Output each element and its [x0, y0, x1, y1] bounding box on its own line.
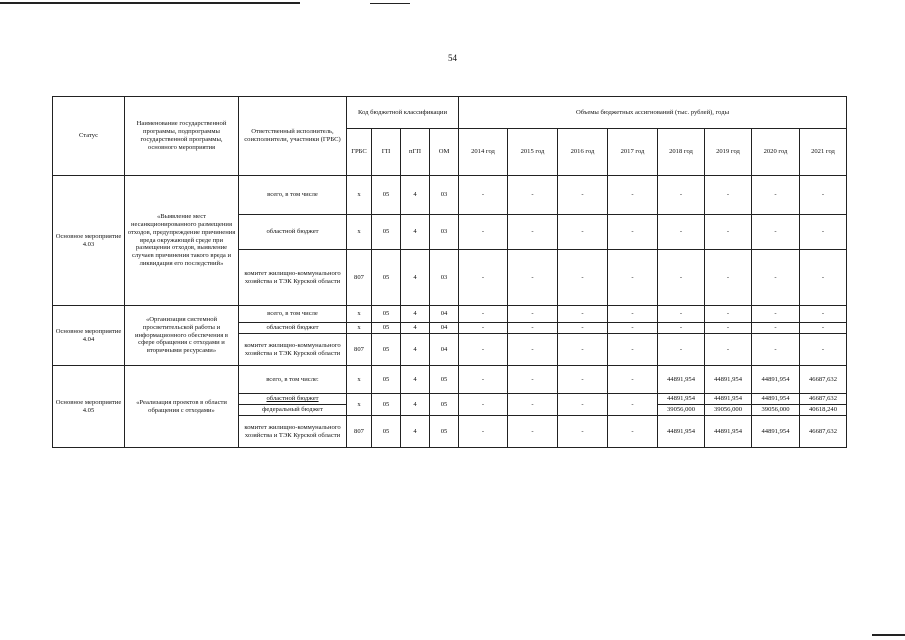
value-2014: - — [459, 323, 508, 334]
value-2017: - — [608, 250, 658, 306]
code-grbs: х — [347, 366, 372, 394]
code-grbs: х — [347, 306, 372, 323]
value-2015: - — [508, 215, 558, 250]
code-pgp: 4 — [401, 306, 430, 323]
code-grbs: х — [347, 323, 372, 334]
header-year-2019: 2019 год — [705, 129, 752, 176]
scan-edge-line-top-mid — [370, 3, 410, 4]
value-2016: - — [558, 334, 608, 366]
value-2017: - — [608, 416, 658, 448]
source-cell: комитет жилищно-коммунального хозяйства и ТЭК Курской области — [239, 250, 347, 306]
header-code-gp: ГП — [372, 129, 401, 176]
source-cell: областной бюджет — [239, 323, 347, 334]
value-2016: - — [558, 306, 608, 323]
value-2016: - — [558, 215, 608, 250]
value-2018: - — [658, 306, 705, 323]
value-2017: - — [608, 366, 658, 394]
value-2021: 46687,632 — [800, 366, 847, 394]
header-year-2016: 2016 год — [558, 129, 608, 176]
table-row — [53, 306, 847, 323]
code-gp: 05 — [372, 334, 401, 366]
value-2021: - — [800, 215, 847, 250]
code-gp: 05 — [372, 215, 401, 250]
value-2018: 44891,954 — [658, 366, 705, 394]
source-cell-regional: областной бюджет — [239, 394, 347, 405]
header-status: Статус — [53, 97, 125, 176]
value-2019: - — [705, 306, 752, 323]
header-volume-group: Объемы бюджетных ассигнований (тыс. рублей), годы — [459, 97, 847, 129]
activity-name-cell: «Организация системной просветительской работы и информационного обеспечения в сфере обращения с отходами и вторичными ресурсами» — [125, 306, 239, 366]
value-2017: - — [608, 306, 658, 323]
code-pgp: 4 — [401, 176, 430, 215]
code-om: 04 — [430, 323, 459, 334]
header-year-2021: 2021 год — [800, 129, 847, 176]
value-2017: - — [608, 215, 658, 250]
value-2015: - — [508, 334, 558, 366]
value-2015: - — [508, 250, 558, 306]
value-2019: - — [705, 176, 752, 215]
value-2021: - — [800, 250, 847, 306]
value-2014: - — [459, 215, 508, 250]
code-pgp: 4 — [401, 334, 430, 366]
code-grbs: х — [347, 215, 372, 250]
value-2018: - — [658, 323, 705, 334]
code-grbs: 807 — [347, 334, 372, 366]
header-code-group: Код бюджетной классификации — [347, 97, 459, 129]
value-2021: 46687,632 — [800, 416, 847, 448]
table-row — [53, 176, 847, 215]
code-pgp: 4 — [401, 323, 430, 334]
value-2014: - — [459, 334, 508, 366]
value-2018: - — [658, 176, 705, 215]
header-year-2020: 2020 год — [752, 129, 800, 176]
source-cell: всего, в том числе — [239, 176, 347, 215]
value-2017: - — [608, 334, 658, 366]
value-2019: - — [705, 323, 752, 334]
value-2020: - — [752, 323, 800, 334]
value-2014: - — [459, 366, 508, 394]
value-2016: - — [558, 366, 608, 394]
value-2018: - — [658, 215, 705, 250]
value-2020: 44891,954 — [752, 416, 800, 448]
value-2018: - — [658, 334, 705, 366]
value-2017: - — [608, 176, 658, 215]
value-2014: - — [459, 250, 508, 306]
code-grbs: х — [347, 394, 372, 416]
source-cell: всего, в том числе — [239, 306, 347, 323]
source-cell-federal: федеральный бюджет — [239, 405, 347, 416]
code-om: 05 — [430, 394, 459, 416]
value-2020-regional: 44891,954 — [752, 394, 800, 405]
value-2015: - — [508, 176, 558, 215]
value-2021-federal: 40618,240 — [800, 405, 847, 416]
table-row — [53, 366, 847, 394]
value-2015: - — [508, 394, 558, 416]
code-om: 03 — [430, 215, 459, 250]
code-gp: 05 — [372, 306, 401, 323]
code-gp: 05 — [372, 416, 401, 448]
value-2019: - — [705, 215, 752, 250]
value-2018-federal: 39056,000 — [658, 405, 705, 416]
header-year-2015: 2015 год — [508, 129, 558, 176]
value-2019-federal: 39056,000 — [705, 405, 752, 416]
code-pgp: 4 — [401, 215, 430, 250]
header-code-grbs: ГРБС — [347, 129, 372, 176]
code-om: 05 — [430, 416, 459, 448]
source-cell: комитет жилищно-коммунального хозяйства и ТЭК Курской области — [239, 416, 347, 448]
code-gp: 05 — [372, 176, 401, 215]
value-2020: - — [752, 176, 800, 215]
value-2019: 44891,954 — [705, 366, 752, 394]
code-grbs: 807 — [347, 250, 372, 306]
page-number: 54 — [448, 53, 457, 63]
header-name: Наименование государственной программы, подпрограммы государственной программы, основного мероприятия — [125, 97, 239, 176]
code-om: 03 — [430, 176, 459, 215]
value-2021: - — [800, 323, 847, 334]
code-gp: 05 — [372, 323, 401, 334]
code-pgp: 4 — [401, 250, 430, 306]
value-2018: - — [658, 250, 705, 306]
value-2015: - — [508, 306, 558, 323]
value-2016: - — [558, 250, 608, 306]
code-om: 04 — [430, 306, 459, 323]
source-cell: областной бюджет — [239, 215, 347, 250]
value-2021: - — [800, 334, 847, 366]
status-cell: Основное мероприятие 4.03 — [53, 176, 125, 306]
value-2014: - — [459, 306, 508, 323]
value-2020: - — [752, 306, 800, 323]
code-om: 03 — [430, 250, 459, 306]
header-year-2018: 2018 год — [658, 129, 705, 176]
budget-table — [52, 96, 847, 448]
code-gp: 05 — [372, 366, 401, 394]
code-grbs: 807 — [347, 416, 372, 448]
code-om: 04 — [430, 334, 459, 366]
code-grbs: х — [347, 176, 372, 215]
header-executor: Ответственный исполнитель, соисполнители, участники (ГРБС) — [239, 97, 347, 176]
code-gp: 05 — [372, 250, 401, 306]
value-2020-federal: 39056,000 — [752, 405, 800, 416]
value-2014: - — [459, 176, 508, 215]
value-2019: - — [705, 334, 752, 366]
source-cell: всего, в том числе: — [239, 366, 347, 394]
code-om: 05 — [430, 366, 459, 394]
status-cell: Основное мероприятие 4.05 — [53, 366, 125, 448]
value-2020: - — [752, 334, 800, 366]
value-2018-regional: 44891,954 — [658, 394, 705, 405]
value-2018: 44891,954 — [658, 416, 705, 448]
value-2015: - — [508, 416, 558, 448]
activity-name-cell: «Реализация проектов в области обращения с отходами» — [125, 366, 239, 448]
value-2019: 44891,954 — [705, 416, 752, 448]
code-pgp: 4 — [401, 366, 430, 394]
code-pgp: 4 — [401, 394, 430, 416]
header-year-2017: 2017 год — [608, 129, 658, 176]
value-2021-regional: 46687,632 — [800, 394, 847, 405]
value-2017: - — [608, 323, 658, 334]
header-year-2014: 2014 год — [459, 129, 508, 176]
value-2014: - — [459, 416, 508, 448]
status-cell: Основное мероприятие 4.04 — [53, 306, 125, 366]
scan-edge-line-top-left — [0, 2, 300, 4]
scan-edge-line-bottom-right — [872, 634, 905, 636]
source-cell: комитет жилищно-коммунального хозяйства и ТЭК Курской области — [239, 334, 347, 366]
code-pgp: 4 — [401, 416, 430, 448]
value-2019: - — [705, 250, 752, 306]
activity-name-cell: «Выявление мест несанкционированного размещения отходов, предупреждение причинения вреда окружающей среде при размещении отходов, выявление случаев причинения такого вреда и ликвидация его последствий» — [125, 176, 239, 306]
value-2021: - — [800, 306, 847, 323]
code-gp: 05 — [372, 394, 401, 416]
value-2020: - — [752, 215, 800, 250]
value-2016: - — [558, 323, 608, 334]
value-2019-regional: 44891,954 — [705, 394, 752, 405]
value-2021: - — [800, 176, 847, 215]
header-code-pgp: пГП — [401, 129, 430, 176]
value-2020: - — [752, 250, 800, 306]
value-2016: - — [558, 416, 608, 448]
value-2015: - — [508, 366, 558, 394]
value-2015: - — [508, 323, 558, 334]
header-code-om: ОМ — [430, 129, 459, 176]
value-2016: - — [558, 394, 608, 416]
value-2016: - — [558, 176, 608, 215]
value-2020: 44891,954 — [752, 366, 800, 394]
value-2014: - — [459, 394, 508, 416]
value-2017: - — [608, 394, 658, 416]
